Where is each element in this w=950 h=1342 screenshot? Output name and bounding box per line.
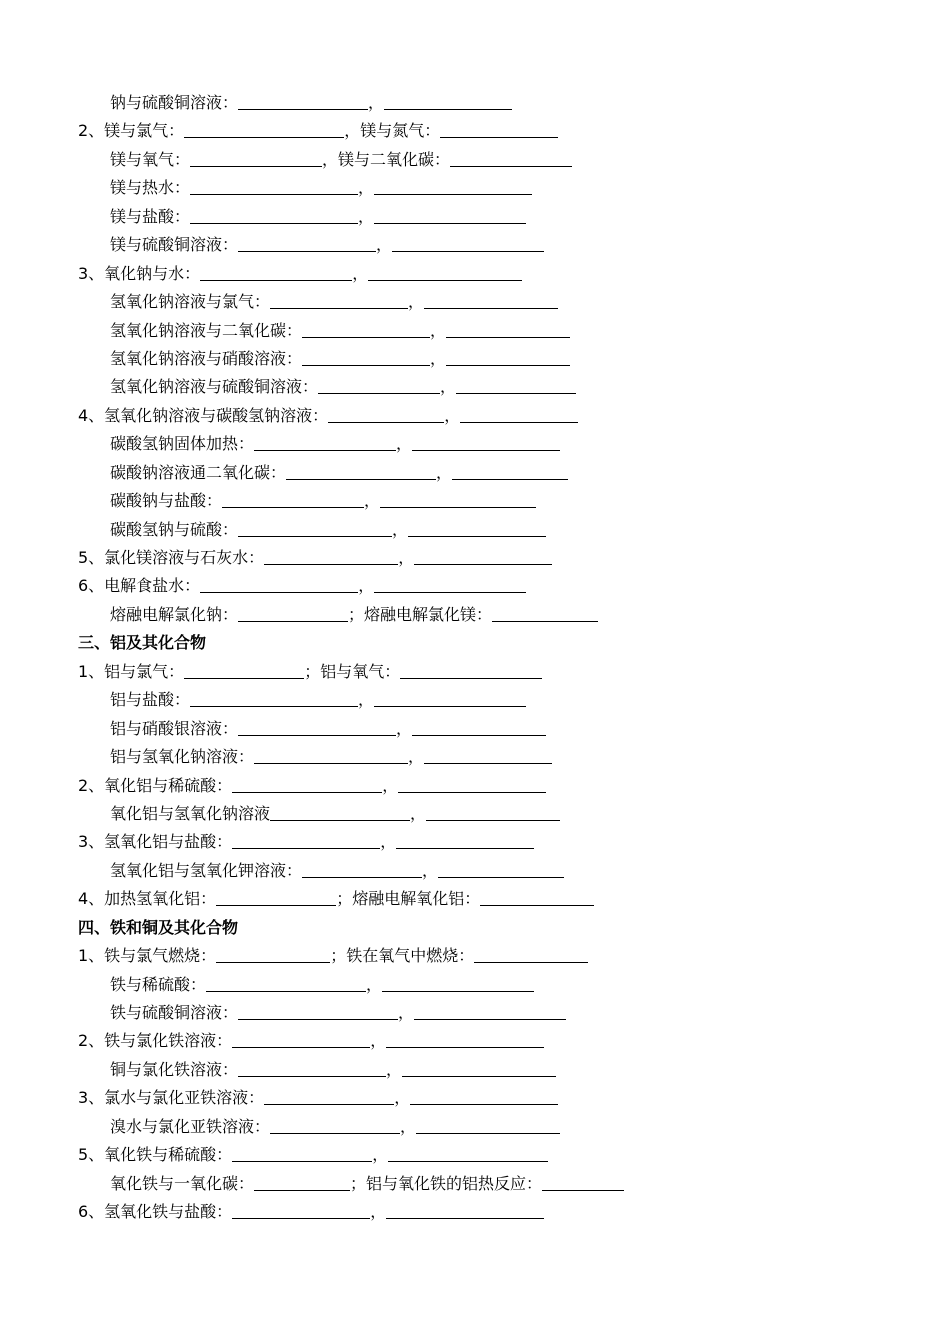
exercise-line — [0, 942, 950, 970]
answer-blank[interactable] — [184, 677, 304, 679]
exercise-line — [0, 572, 950, 600]
prompt-text: 6、氢氧化铁与盐酸： — [78, 1202, 233, 1222]
prompt-text: 铝与盐酸： — [110, 690, 191, 710]
exercise-line — [0, 857, 950, 885]
prompt-text: ， — [358, 178, 375, 198]
answer-blank[interactable] — [270, 307, 408, 309]
prompt-text: 氢氧化钠溶液与硫酸铜溶液： — [110, 377, 319, 397]
prompt-text: 4、氢氧化钠溶液与碳酸氢钠溶液： — [78, 405, 329, 425]
answer-blank[interactable] — [412, 449, 560, 451]
prompt-text: 熔融电解氯化钠： — [110, 604, 239, 624]
exercise-line — [0, 459, 950, 487]
exercise-line — [0, 658, 950, 686]
answer-blank[interactable] — [542, 1189, 624, 1191]
answer-blank[interactable] — [388, 1160, 548, 1162]
answer-blank[interactable] — [190, 222, 358, 224]
answer-blank[interactable] — [238, 250, 376, 252]
prompt-text: 氢氧化钠溶液与氯气： — [110, 292, 271, 312]
answer-blank[interactable] — [216, 904, 336, 906]
prompt-text: 1、铝与氯气： — [78, 661, 185, 681]
exercise-line — [0, 516, 950, 544]
answer-blank[interactable] — [402, 1075, 556, 1077]
answer-blank[interactable] — [416, 1132, 560, 1134]
answer-blank[interactable] — [374, 705, 526, 707]
answer-blank[interactable] — [452, 478, 568, 480]
exercise-line — [0, 1027, 950, 1055]
answer-blank[interactable] — [386, 1217, 544, 1219]
exercise-line — [0, 487, 950, 515]
exercise-line — [0, 772, 950, 800]
answer-blank[interactable] — [446, 364, 570, 366]
answer-blank[interactable] — [200, 591, 358, 593]
prompt-text: 氧化铁与一氧化碳： — [110, 1173, 255, 1193]
prompt-text: ；铝与氧气： — [304, 661, 401, 681]
prompt-text: ， — [382, 775, 399, 795]
prompt-text: ， — [372, 1145, 389, 1165]
answer-blank[interactable] — [232, 1217, 370, 1219]
prompt-text: 铜与氯化铁溶液： — [110, 1059, 239, 1079]
exercise-line — [0, 999, 950, 1027]
prompt-text: 铝与硝酸银溶液： — [110, 718, 239, 738]
exercise-line — [0, 231, 950, 259]
exercise-line — [0, 373, 950, 401]
exercise-line — [0, 601, 950, 629]
exercise-line — [0, 317, 950, 345]
prompt-text: ， — [368, 93, 385, 112]
prompt-text: 四、铁和铜及其化合物 — [78, 917, 239, 937]
answer-blank[interactable] — [396, 847, 534, 849]
answer-blank[interactable] — [254, 762, 408, 764]
prompt-text: ， — [394, 1088, 411, 1108]
answer-blank[interactable] — [426, 819, 560, 821]
prompt-text: ， — [358, 690, 375, 710]
prompt-text: 5、氧化铁与稀硫酸： — [78, 1145, 233, 1165]
answer-blank[interactable] — [408, 535, 546, 537]
prompt-text: 1、铁与氯气燃烧： — [78, 946, 217, 966]
answer-blank[interactable] — [374, 591, 526, 593]
prompt-text: ， — [440, 377, 457, 397]
prompt-text: ， — [386, 1059, 403, 1079]
prompt-text: 三、铝及其化合物 — [78, 633, 207, 653]
prompt-text: ， — [366, 974, 383, 994]
answer-blank[interactable] — [460, 421, 578, 423]
prompt-text: 3、氯水与氯化亚铁溶液： — [78, 1088, 265, 1108]
answer-blank[interactable] — [232, 1046, 370, 1048]
prompt-text: 2、镁与氯气： — [78, 121, 185, 141]
answer-blank[interactable] — [438, 876, 564, 878]
exercise-line — [0, 686, 950, 714]
answer-blank[interactable] — [270, 819, 410, 821]
prompt-text: 镁与硫酸铜溶液： — [110, 235, 239, 255]
prompt-text: 6、电解食盐水： — [78, 576, 201, 596]
answer-blank[interactable] — [374, 222, 526, 224]
prompt-text: 氢氧化钠溶液与硝酸溶液： — [110, 348, 303, 368]
exercise-line — [0, 544, 950, 572]
prompt-text: ， — [376, 235, 393, 255]
exercise-line — [0, 260, 950, 288]
prompt-text: 4、加热氢氧化铝： — [78, 889, 217, 909]
exercise-line — [0, 345, 950, 373]
exercise-line — [0, 715, 950, 743]
prompt-text: 3、氢氧化铝与盐酸： — [78, 832, 233, 852]
answer-blank[interactable] — [368, 279, 522, 281]
prompt-text: 氢氧化钠溶液与二氧化碳： — [110, 320, 303, 340]
prompt-text: ， — [422, 860, 439, 880]
answer-blank[interactable] — [238, 620, 348, 622]
exercise-line — [0, 174, 950, 202]
exercise-line — [0, 1170, 950, 1198]
answer-blank[interactable] — [232, 1160, 372, 1162]
prompt-text: ， — [380, 832, 397, 852]
prompt-text: 氢氧化铝与氢氧化钾溶液： — [110, 860, 303, 880]
prompt-text: ， — [436, 462, 453, 482]
answer-blank[interactable] — [424, 762, 552, 764]
exercise-line — [0, 743, 950, 771]
answer-blank[interactable] — [206, 990, 366, 992]
exercise-line — [0, 1113, 950, 1141]
answer-blank[interactable] — [414, 1018, 566, 1020]
prompt-text: ；熔融电解氧化铝： — [336, 889, 481, 909]
exercise-line — [0, 203, 950, 231]
prompt-text: 碳酸氢钠固体加热： — [110, 434, 255, 454]
answer-blank[interactable] — [264, 1103, 394, 1105]
answer-blank[interactable] — [190, 165, 322, 167]
answer-blank[interactable] — [328, 421, 444, 423]
answer-blank[interactable] — [440, 136, 558, 138]
prompt-text: ， — [364, 491, 381, 511]
prompt-text: 镁与氧气： — [110, 149, 191, 169]
prompt-text: 镁与热水： — [110, 178, 191, 198]
prompt-text: ， — [430, 320, 447, 340]
prompt-text: ， — [398, 1003, 415, 1022]
prompt-text: ；铝与氧化铁的铝热反应： — [350, 1173, 543, 1193]
exercise-line — [0, 288, 950, 316]
answer-blank[interactable] — [232, 791, 382, 793]
answer-blank[interactable] — [190, 193, 358, 195]
prompt-text: 钠与硫酸铜溶液： — [110, 93, 239, 112]
prompt-text: 3、氧化钠与水： — [78, 263, 201, 283]
answer-blank[interactable] — [450, 165, 572, 167]
prompt-text: ， — [398, 548, 415, 567]
prompt-text: ， — [408, 747, 425, 767]
answer-blank[interactable] — [456, 392, 576, 394]
answer-blank[interactable] — [222, 506, 364, 508]
answer-blank[interactable] — [302, 336, 430, 338]
answer-blank[interactable] — [264, 563, 398, 565]
prompt-text: ；熔融电解氯化镁： — [348, 604, 493, 624]
prompt-text: 铁与稀硫酸： — [110, 974, 207, 994]
answer-blank[interactable] — [254, 1189, 350, 1191]
prompt-text: ， — [358, 206, 375, 226]
answer-blank[interactable] — [200, 279, 352, 281]
answer-blank[interactable] — [238, 734, 396, 736]
exercise-line — [0, 89, 950, 117]
prompt-text: ， — [430, 348, 447, 368]
answer-blank[interactable] — [238, 1075, 386, 1077]
answer-blank[interactable] — [474, 961, 588, 963]
answer-blank[interactable] — [398, 791, 546, 793]
answer-blank[interactable] — [386, 1046, 544, 1048]
answer-blank[interactable] — [424, 307, 558, 309]
exercise-line — [0, 402, 950, 430]
answer-blank[interactable] — [492, 620, 598, 622]
answer-blank[interactable] — [382, 990, 534, 992]
prompt-text: ， — [410, 803, 427, 823]
answer-blank[interactable] — [302, 876, 422, 878]
prompt-text: 碳酸钠与盐酸： — [110, 491, 223, 511]
exercise-line — [0, 1141, 950, 1169]
answer-blank[interactable] — [238, 1018, 398, 1020]
prompt-text: ， — [396, 718, 413, 738]
answer-blank[interactable] — [238, 108, 368, 110]
answer-blank[interactable] — [184, 136, 344, 138]
prompt-text: ， — [370, 1202, 387, 1222]
answer-blank[interactable] — [410, 1103, 558, 1105]
prompt-text: ；铁在氧气中燃烧： — [330, 946, 475, 966]
exercise-line — [0, 1084, 950, 1112]
answer-blank[interactable] — [480, 904, 594, 906]
prompt-text: ， — [408, 292, 425, 312]
exercise-line — [0, 1056, 950, 1084]
prompt-text: ， — [396, 434, 413, 454]
prompt-text: 镁与盐酸： — [110, 206, 191, 226]
exercise-line — [0, 828, 950, 856]
prompt-text: 氧化铝与氢氧化钠溶液 — [110, 803, 271, 823]
answer-blank[interactable] — [380, 506, 536, 508]
answer-blank[interactable] — [190, 705, 358, 707]
section-heading — [0, 629, 950, 657]
answer-blank[interactable] — [392, 250, 544, 252]
answer-blank[interactable] — [318, 392, 440, 394]
exercise-line — [0, 971, 950, 999]
answer-blank[interactable] — [446, 336, 570, 338]
prompt-text: 5、氯化镁溶液与石灰水： — [78, 548, 265, 567]
prompt-text: ， — [400, 1116, 417, 1136]
answer-blank[interactable] — [414, 563, 552, 565]
prompt-text: ， — [358, 576, 375, 596]
answer-blank[interactable] — [286, 478, 436, 480]
answer-blank[interactable] — [384, 108, 512, 110]
prompt-text: ， — [370, 1031, 387, 1051]
prompt-text: 铁与硫酸铜溶液： — [110, 1003, 239, 1022]
prompt-text: ，镁与二氧化碳： — [322, 149, 451, 169]
answer-blank[interactable] — [374, 193, 532, 195]
answer-blank[interactable] — [216, 961, 330, 963]
exercise-line — [0, 1198, 950, 1226]
answer-blank[interactable] — [238, 535, 392, 537]
answer-blank[interactable] — [302, 364, 430, 366]
prompt-text: 碳酸钠溶液通二氧化碳： — [110, 462, 287, 482]
section-heading — [0, 914, 950, 942]
exercise-line — [0, 430, 950, 458]
exercise-line — [0, 885, 950, 913]
prompt-text: ， — [392, 519, 409, 539]
prompt-text: 2、氧化铝与稀硫酸： — [78, 775, 233, 795]
prompt-text: 溴水与氯化亚铁溶液： — [110, 1116, 271, 1136]
answer-blank[interactable] — [400, 677, 542, 679]
exercise-line — [0, 117, 950, 145]
answer-blank[interactable] — [270, 1132, 400, 1134]
prompt-text: 碳酸氢钠与硫酸： — [110, 519, 239, 539]
answer-blank[interactable] — [254, 449, 396, 451]
prompt-text: ，镁与氮气： — [344, 121, 441, 141]
prompt-text: 铝与氢氧化钠溶液： — [110, 747, 255, 767]
prompt-text: ， — [352, 263, 369, 283]
answer-blank[interactable] — [412, 734, 546, 736]
exercise-line — [0, 146, 950, 174]
answer-blank[interactable] — [232, 847, 380, 849]
worksheet — [0, 89, 950, 1227]
prompt-text: ， — [444, 405, 461, 425]
exercise-line — [0, 800, 950, 828]
prompt-text: 2、铁与氯化铁溶液： — [78, 1031, 233, 1051]
